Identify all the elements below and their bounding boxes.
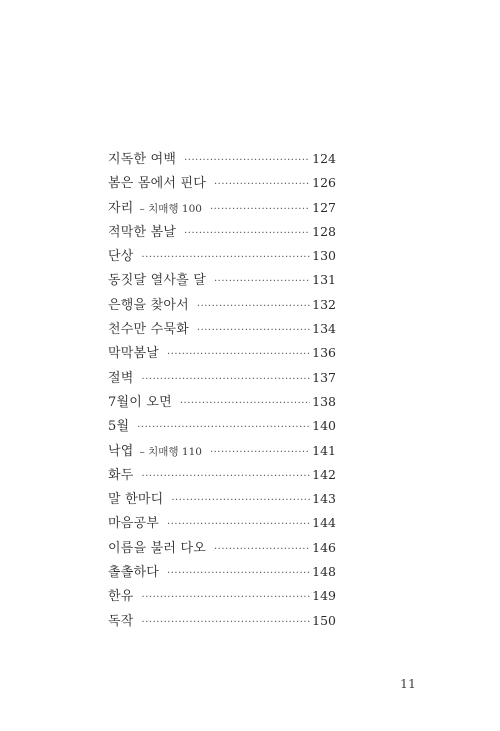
toc-entry-title: 낙엽 — [108, 443, 134, 459]
toc-entry-title: 절벽 — [108, 370, 134, 386]
toc-entry — [108, 244, 336, 268]
toc-entry — [108, 439, 336, 463]
dot-leader — [167, 513, 310, 537]
toc-entry-page-number: 127 — [312, 199, 336, 215]
toc-entry-title: 말 한마디 — [108, 492, 164, 508]
toc-entry-title: 은행을 찾아서 — [108, 297, 189, 313]
toc-entry-title: 이름을 불러 다오 — [108, 540, 206, 556]
dot-leader — [142, 246, 311, 270]
dot-leader — [167, 343, 310, 367]
toc-entry-page-number: 130 — [312, 248, 336, 264]
toc-entry — [108, 560, 336, 584]
toc-entry — [108, 609, 336, 633]
toc-entry-title: 막막봄날 — [108, 346, 160, 362]
toc-entry-page-number: 144 — [312, 515, 336, 531]
toc-entry-title: 촐촐하다 — [108, 565, 160, 581]
toc-entry-page-number: 148 — [312, 564, 336, 580]
toc-entry — [108, 584, 336, 608]
toc-entry-title: 7월이 오면 — [108, 394, 172, 410]
dot-leader — [210, 441, 310, 465]
toc-entry-page-number: 136 — [312, 345, 336, 361]
toc-entry-page-number: 150 — [312, 612, 336, 628]
toc-entry — [108, 511, 336, 535]
toc-entry-title: 천수만 수묵화 — [108, 322, 189, 338]
toc-entry — [108, 536, 336, 560]
toc-entry — [108, 414, 336, 438]
toc-entry-page-number: 126 — [312, 175, 336, 191]
toc-entry — [108, 487, 336, 511]
toc-entry-page-number: 140 — [312, 418, 336, 434]
toc-entry-title: 자리 — [108, 200, 134, 216]
dot-leader — [180, 392, 310, 416]
toc-entry-title: 한유 — [108, 589, 134, 605]
table-of-contents — [108, 147, 336, 633]
toc-entry — [108, 341, 336, 365]
toc-entry-page-number: 142 — [312, 466, 336, 482]
dot-leader — [142, 465, 311, 489]
dot-leader — [184, 222, 310, 246]
toc-entry — [108, 293, 336, 317]
toc-entry — [108, 463, 336, 487]
dot-leader — [214, 270, 310, 294]
toc-entry — [108, 171, 336, 195]
toc-entry-page-number: 124 — [312, 151, 336, 166]
dot-leader — [197, 319, 310, 343]
toc-entry-note: – 치매행 110 — [139, 445, 202, 458]
toc-entry-title: 적막한 봄날 — [108, 224, 177, 240]
dot-leader — [142, 611, 311, 635]
toc-entry-title: 화두 — [108, 467, 134, 483]
toc-entry-page-number: 131 — [312, 272, 336, 288]
toc-entry — [108, 366, 336, 390]
toc-entry — [108, 317, 336, 341]
toc-entry — [108, 268, 336, 292]
dot-leader — [171, 489, 310, 513]
toc-entry-page-number: 149 — [312, 588, 336, 604]
toc-entry — [108, 196, 336, 220]
toc-entry-page-number: 141 — [312, 442, 336, 458]
toc-entry-note: – 치매행 100 — [139, 202, 202, 215]
dot-leader — [142, 586, 311, 610]
dot-leader — [184, 149, 310, 173]
toc-entry-title: 봄은 몸에서 핀다 — [108, 176, 206, 192]
toc-entry-title: 5월 — [108, 419, 130, 435]
toc-entry-page-number: 132 — [312, 296, 336, 312]
toc-entry-page-number: 143 — [312, 491, 336, 507]
toc-entry-page-number: 134 — [312, 321, 336, 337]
dot-leader — [197, 295, 310, 319]
page-number: 11 — [400, 676, 416, 691]
dot-leader — [210, 198, 310, 222]
toc-entry-title: 단상 — [108, 249, 134, 265]
toc-entry-title: 동짓달 열사흘 달 — [108, 273, 206, 289]
toc-entry-title: 지독한 여백 — [108, 152, 177, 167]
toc-entry-title: 독작 — [108, 613, 134, 629]
dot-leader — [137, 416, 310, 440]
toc-entry — [108, 390, 336, 414]
dot-leader — [214, 173, 310, 197]
toc-entry — [108, 147, 336, 171]
dot-leader — [142, 368, 311, 392]
toc-entry-page-number: 138 — [312, 393, 336, 409]
toc-entry-page-number: 137 — [312, 369, 336, 385]
toc-entry-page-number: 146 — [312, 539, 336, 555]
dot-leader — [214, 538, 310, 562]
dot-leader — [167, 562, 310, 586]
toc-entry-page-number: 128 — [312, 223, 336, 239]
toc-entry — [108, 220, 336, 244]
toc-entry-title: 마음공부 — [108, 516, 160, 532]
